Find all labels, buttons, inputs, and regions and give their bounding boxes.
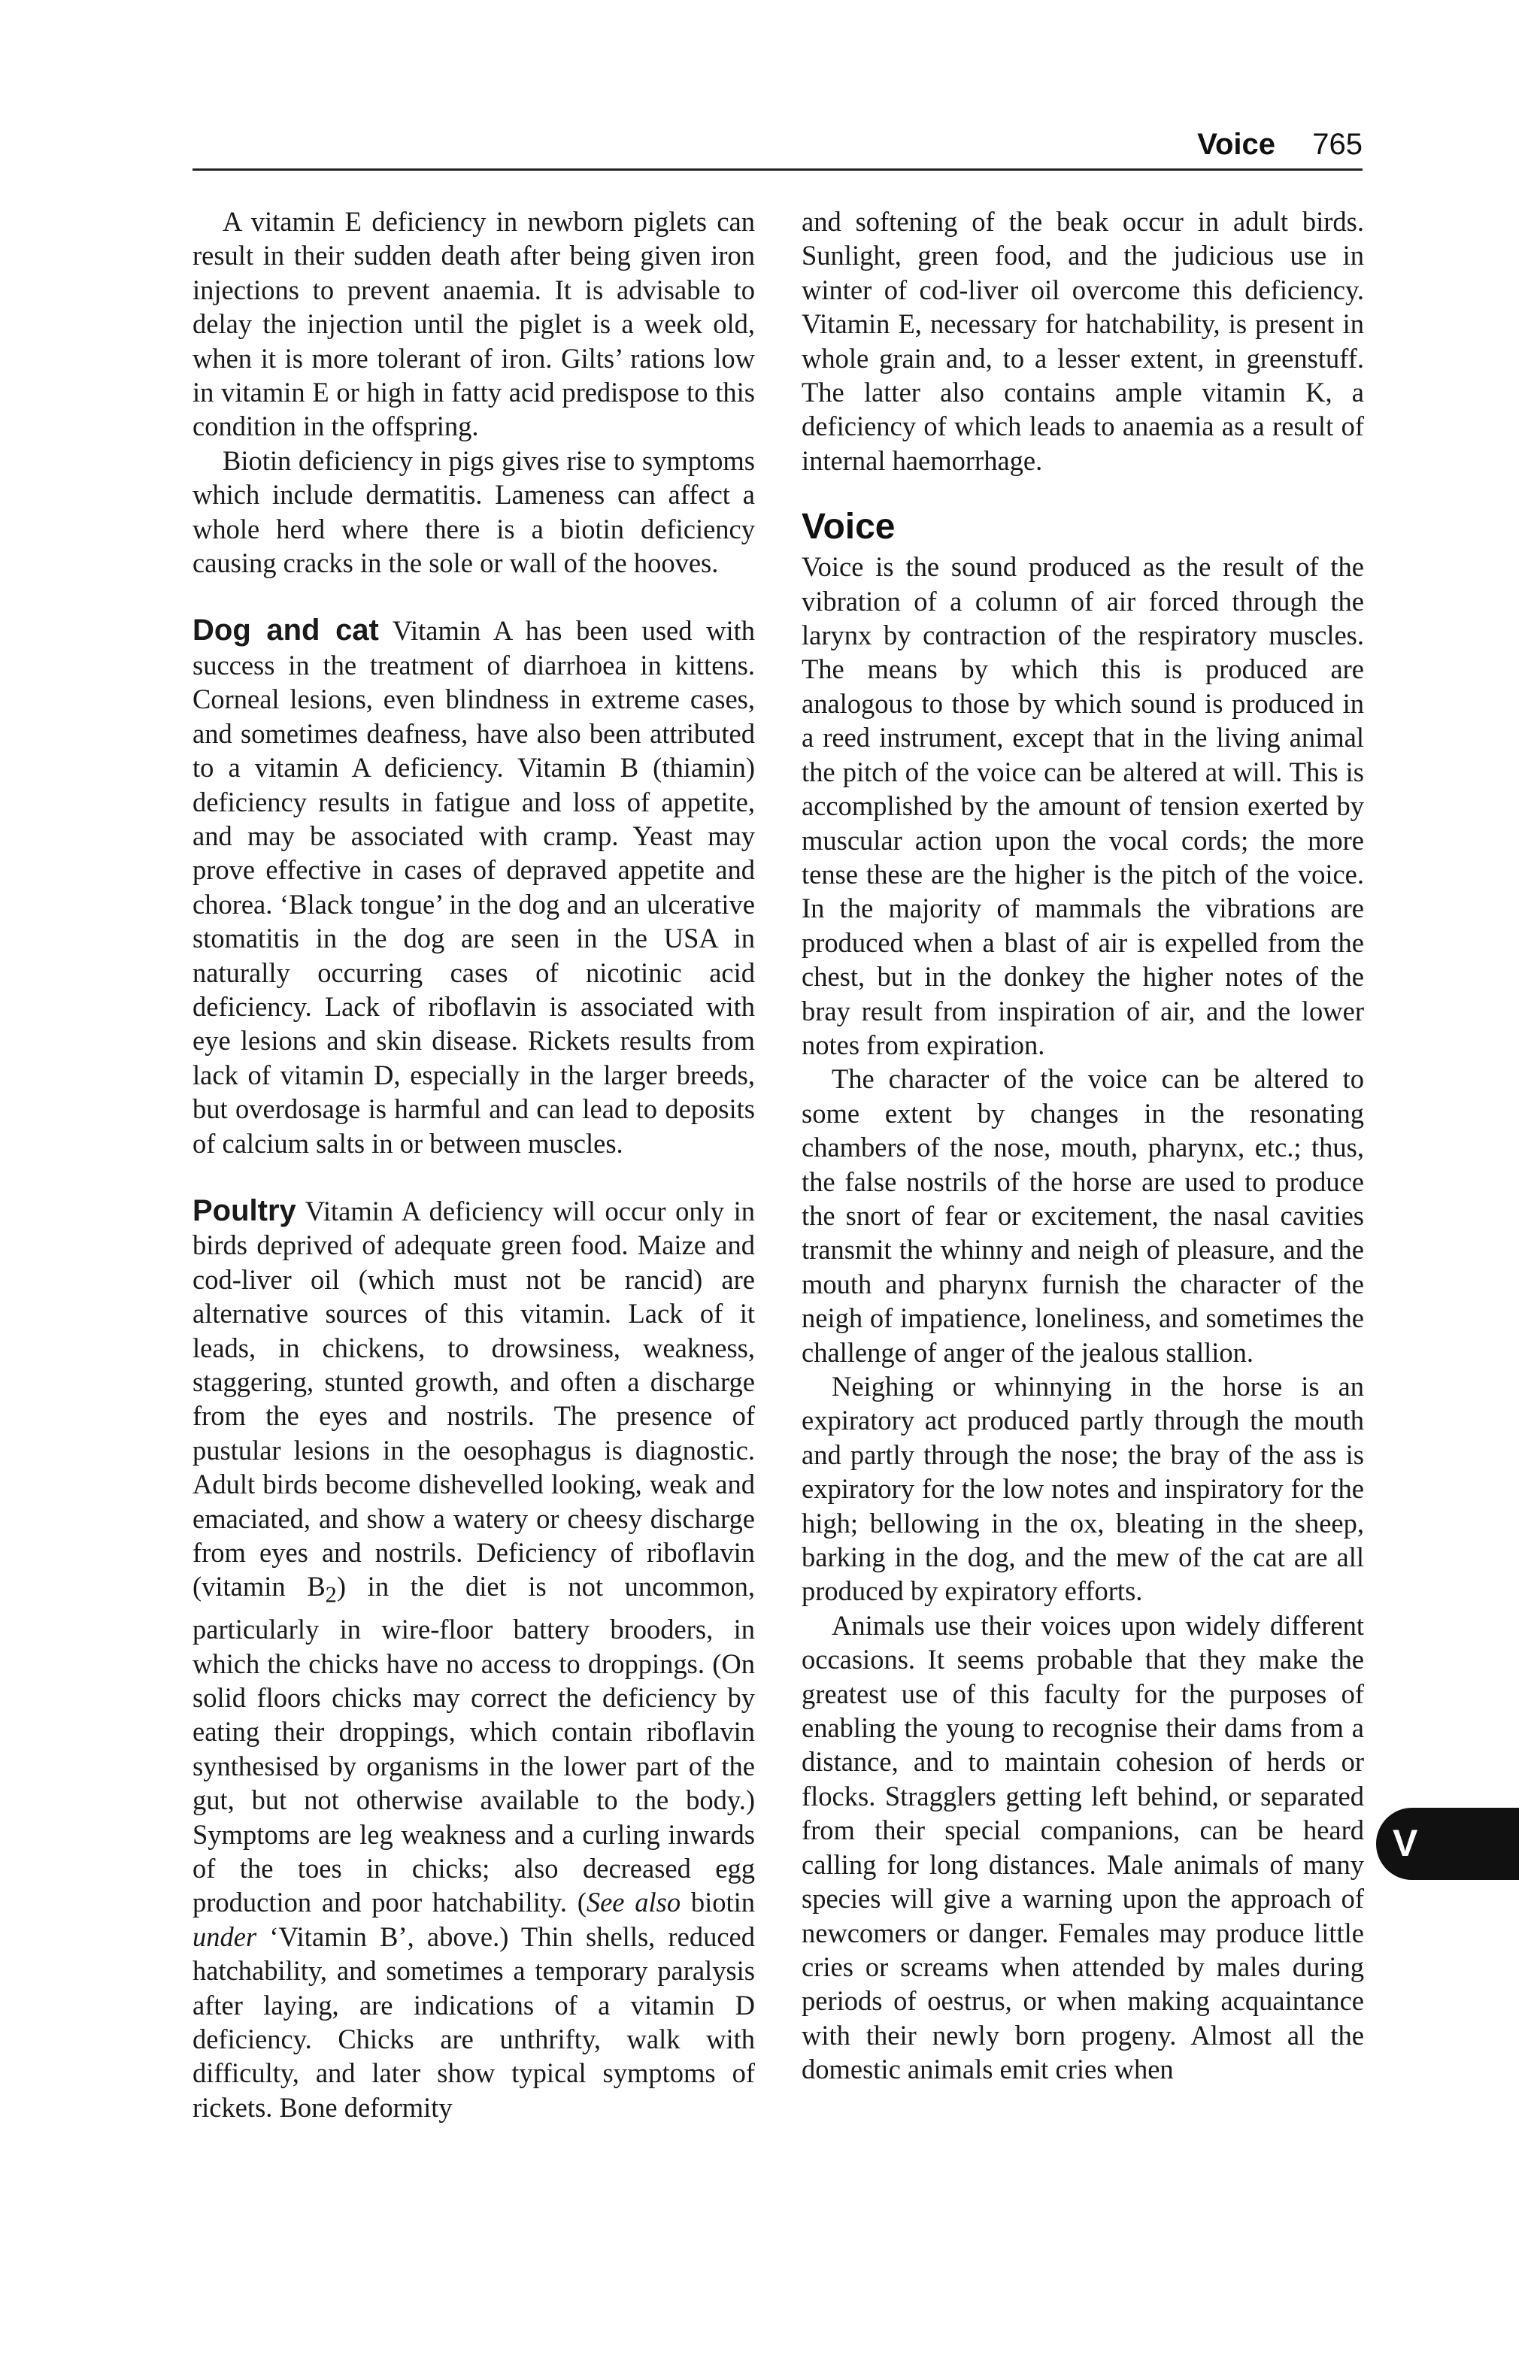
subscript-2: 2 <box>325 1581 337 1608</box>
right-column <box>802 205 1364 2087</box>
poultry-text-b: ) in the diet is not uncommon, particularly in wire-floor battery brooders, in which the chicks have no access to droppings. (On solid floors chicks may correct the deficiency by eating their droppings, which contain riboflavin synthesised by organisms in the lower part of the gut, but not otherwise available to the body.) Symptoms are leg weakness and a curling inwards of the toes in chicks; also decreased egg production and poor hatchability. ( <box>192 1571 755 1918</box>
left-column <box>192 205 755 2124</box>
paragraph-poultry-continued: and softening of the beak occur in adult birds. Sunlight, green food, and the judicious use in winter of cod-liver oil overcome this deficiency. Vitamin E, necessary for hatchability, is present in whole grain and, to a lesser extent, in greenstuff. The latter also contains ample vitamin K, a deficiency of which leads to anaemia as a result of internal haemorrhage. <box>802 206 1364 476</box>
under-italic: under <box>192 1921 257 1952</box>
page-header <box>192 122 1363 171</box>
run-in-heading-poultry: Poultry <box>192 1193 296 1227</box>
run-in-heading-dog-and-cat: Dog and cat <box>192 614 379 647</box>
paragraph-dog-and-cat <box>192 614 755 1160</box>
paragraph-poultry <box>192 1194 755 2124</box>
paragraph-animals-voices: Animals use their voices upon widely different occasions. It seems probable that they make the greatest use of this faculty for the purposes of enabling the young to recognise their dams from a distance, and to maintain cohesion of herds or flocks. Stragglers getting left behind, or separated from their special companions, can be heard calling for long distances. Male animals of many species will give a warning upon the approach of newcomers or danger. Females may produce little cries or screams when attended by males during periods of oestrus, or when making acquaintance with their newly born progeny. Almost all the domestic animals emit cries when <box>802 1609 1364 2085</box>
poultry-text-d: ‘Vitamin B’, above.) Thin shells, reduced hatchability, and sometimes a temporary paralysis after laying, are indications of a vitamin D deficiency. Chicks are unthrifty, walk with difficulty, and later show typical symptoms of rickets. Bone deformity <box>192 1921 755 2123</box>
poultry-text-a: Vitamin A deficiency will occur only in birds deprived of adequate green food. Maize and cod-liver oil (which must not be rancid) are alternative sources of this vitamin. Lack of it leads, in chickens, to drowsiness, weakness, staggering, stunted growth, and often a discharge from the eyes and nostrils. The presence of pustular lesions in the oesophagus is diagnostic. Adult birds become dishevelled looking, weak and emaciated, and show a watery or cheesy discharge from eyes and nostrils. Deficiency of riboflavin (vitamin B <box>192 1195 756 1602</box>
paragraph-voice-character: The character of the voice can be altered to some extent by changes in the resonating chambers of the nose, mouth, pharynx, etc.; thus, the false nostrils of the horse are used to produce the snort of fear or excitement, the nasal cavities transmit the whinny and neigh of pleasure, and the mouth and pharynx furnish the character of the neigh of impatience, loneliness, and sometimes the challenge of anger of the jealous stallion. <box>802 1063 1364 1368</box>
thumb-index-tab <box>1376 1808 1519 1880</box>
poultry-text-c: biotin <box>681 1887 755 1918</box>
page-number: 765 <box>1312 128 1363 161</box>
dog-and-cat-text: Vitamin A has been used with success in the treatment of diarrhoea in kittens. Corneal lesions, even blindness in extreme cases, and sometimes deafness, have also been attributed to a vitamin A deficiency. Vitamin B (thiamin) deficiency results in fatigue and loss of appetite, and may be associated with cramp. Yeast may prove effective in cases of depraved appetite and chorea. ‘Black tongue’ in the dog and an ulcerative stomatitis in the dog are seen in the USA in naturally occurring cases of nicotinic acid deficiency. Lack of riboflavin is associated with eye lesions and skin disease. Rickets results from lack of vitamin D, especially in the larger breeds, but overdosage is harmful and can lead to deposits of calcium salts in or between muscles. <box>192 615 755 1159</box>
paragraph-voice-definition: Voice is the sound produced as the result of the vibration of a column of air forced through the larynx by contraction of the respiratory muscles. The means by which this is produced are analogous to those by which sound is produced in a reed instrument, except that in the living animal the pitch of the voice can be altered at will. This is accomplished by the amount of tension exerted by muscular action upon the vocal cords; the more tense these are the higher is the pitch of the voice. In the majority of mammals the vibrations are produced when a blast of air is expelled from the chest, but in the donkey the higher notes of the bray result from inspiration of air, and the lower notes from expiration. <box>802 551 1364 1060</box>
paragraph-neighing: Neighing or whinnying in the horse is an expiratory act produced partly through the mouth and partly through the nose; the bray of the ass is expiratory for the low notes and inspiratory for the high; bellowing in the ox, bleating in the sheep, barking in the dog, and the mew of the cat are all produced by expiratory efforts. <box>802 1371 1364 1607</box>
section-heading-voice: Voice <box>802 507 896 547</box>
paragraph-piglets: A vitamin E deficiency in newborn piglets can result in their sudden death after being given iron injections to prevent anaemia. It is advisable to delay the injection until the piglet is a week old, when it is more tolerant of iron. Gilts’ rations low in vitamin E or high in fatty acid predispose to this condition in the offspring. <box>192 206 755 442</box>
thumb-index-letter: V <box>1393 1822 1418 1864</box>
paragraph-biotin-pigs: Biotin deficiency in pigs gives rise to symptoms which include dermatitis. Lameness can affect a whole herd where there is a biotin deficiency causing cracks in the sole or wall of the hooves. <box>192 444 755 579</box>
see-also-italic: See also <box>586 1887 681 1918</box>
running-title: Voice <box>1197 128 1275 161</box>
